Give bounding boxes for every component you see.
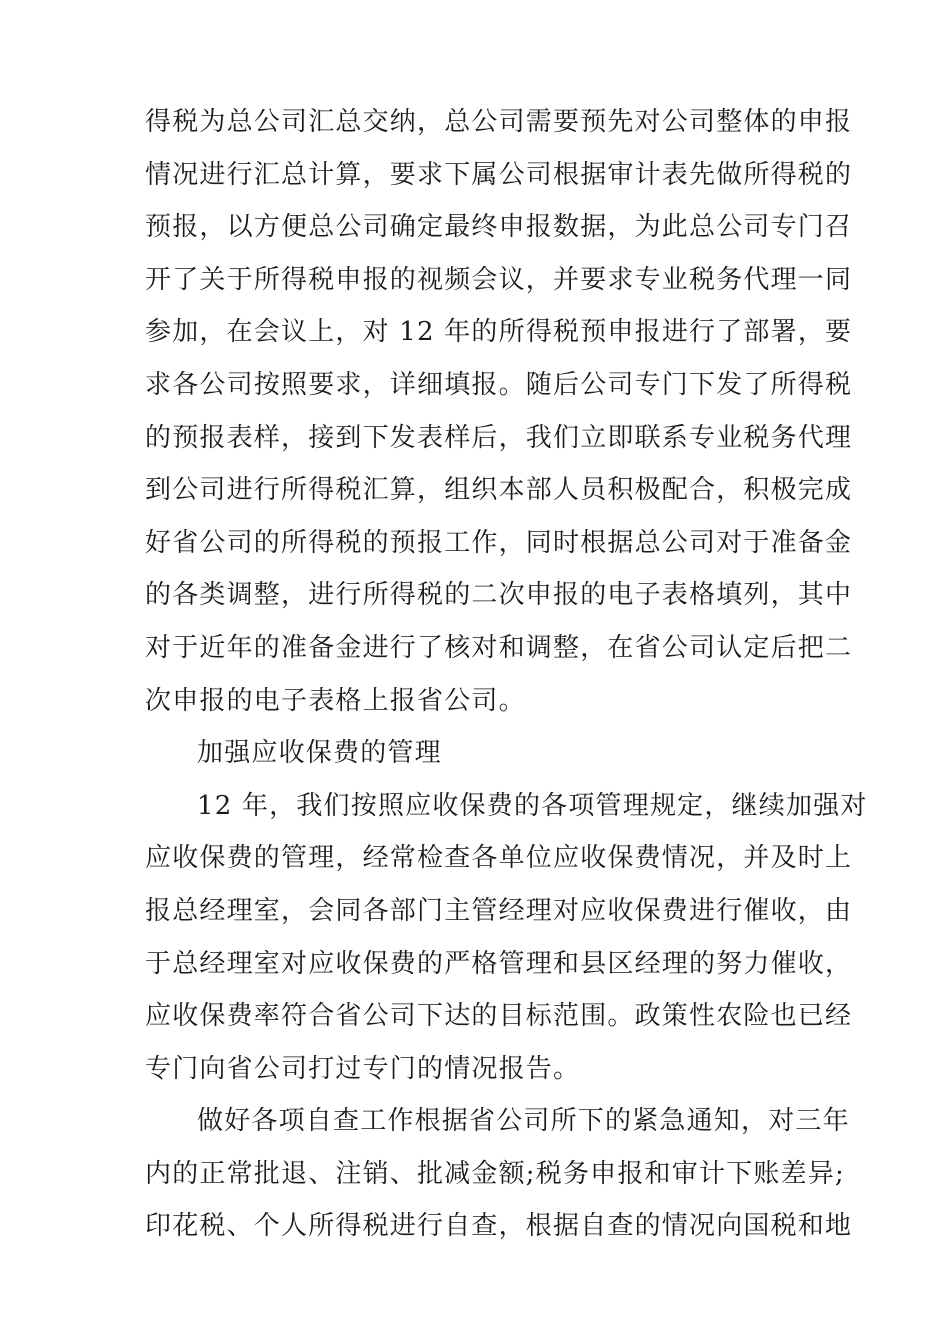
text-line: 的各类调整，进行所得税的二次申报的电子表格填列，其中	[145, 580, 853, 611]
text-line: 于总经理室对应收保费的严格管理和县区经理的努力催收，	[145, 948, 853, 979]
text-line: 对于近年的准备金进行了核对和调整，在省公司认定后把二	[145, 632, 853, 663]
text-line: 12 年，我们按照应收保费的各项管理规定，继续加强对	[197, 790, 868, 821]
text-line: 报总经理室，会同各部门主管经理对应收保费进行催收，由	[145, 895, 853, 926]
text-line: 求各公司按照要求，详细填报。随后公司专门下发了所得税	[145, 369, 853, 400]
text-line: 得税为总公司汇总交纳，总公司需要预先对公司整体的申报	[145, 107, 853, 137]
text-line: 印花税、个人所得税进行自查，根据自查的情况向国税和地	[145, 1211, 853, 1242]
text-line: 到公司进行所得税汇算，组织本部人员积极配合，积极完成	[145, 475, 853, 506]
text-line: 次申报的电子表格上报省公司。	[145, 685, 526, 716]
text-line: 的预报表样，接到下发表样后，我们立即联系专业税务代理	[145, 422, 853, 453]
text-line: 做好各项自查工作根据省公司所下的紧急通知，对三年	[197, 1106, 850, 1137]
paragraph-receivables	[145, 780, 868, 1096]
text-line: 参加，在会议上，对 12 年的所得税预申报进行了部署，要	[145, 317, 853, 348]
document-body	[145, 96, 868, 1253]
text-line: 专门向省公司打过专门的情况报告。	[145, 1053, 581, 1084]
text-line: 开了关于所得税申报的视频会议，并要求专业税务代理一同	[145, 264, 853, 295]
text-line: 好省公司的所得税的预报工作，同时根据总公司对于准备金	[145, 527, 853, 558]
section-heading-receivables	[145, 727, 815, 780]
paragraph-income-tax-report	[145, 96, 853, 727]
text-line: 内的正常批退、注销、批减金额;税务申报和审计下账差异;	[145, 1158, 845, 1189]
text-line: 应收保费的管理，经常检查各单位应收保费情况，并及时上	[145, 843, 853, 874]
paragraph-self-inspection	[145, 1095, 853, 1253]
text-line: 预报，以方便总公司确定最终申报数据，为此总公司专门召	[145, 212, 853, 243]
section-heading: 加强应收保费的管理	[197, 738, 442, 769]
text-line: 应收保费率符合省公司下达的目标范围。政策性农险也已经	[145, 1001, 853, 1032]
text-line: 情况进行汇总计算，要求下属公司根据审计表先做所得税的	[145, 159, 853, 190]
